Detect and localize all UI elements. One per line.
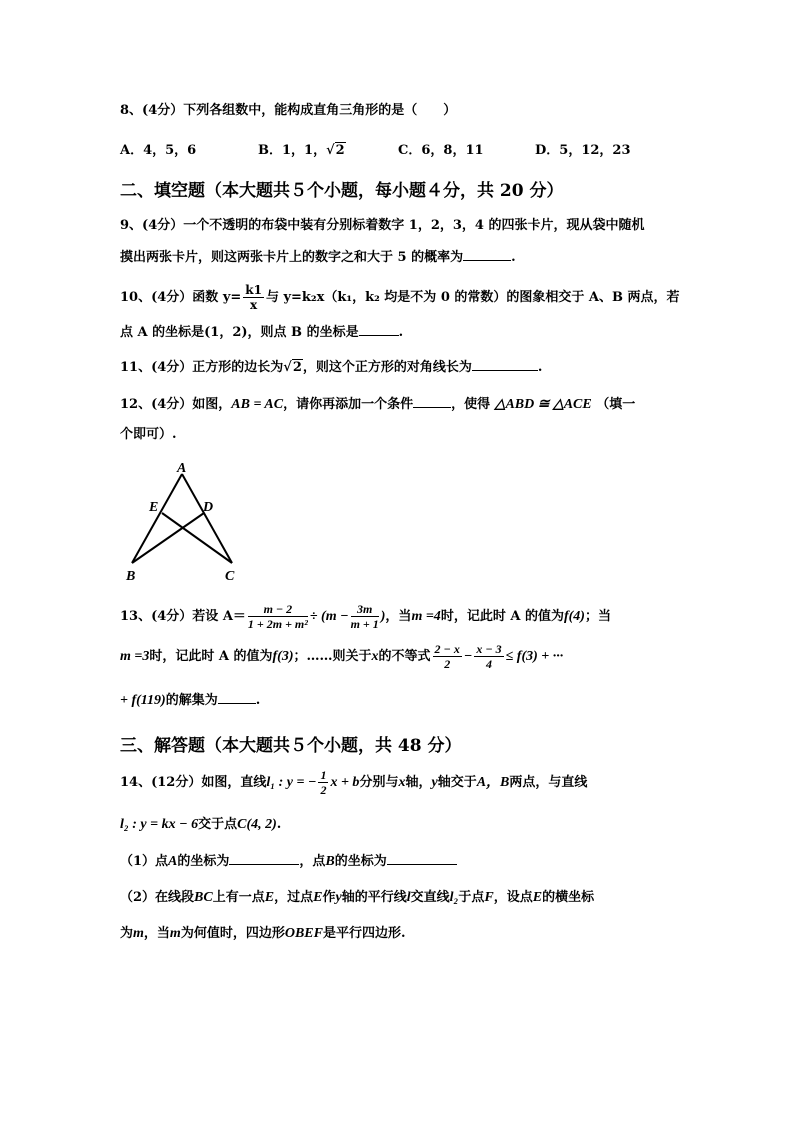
q14-part2-line2: 为m，当m为何值时，四边形OBEF是平行四边形. — [120, 926, 406, 941]
label-c: C — [225, 569, 235, 584]
label-b: B — [126, 569, 136, 584]
line-ab — [132, 474, 182, 563]
q14-part2-line1: （2）在线段BC上有一点E，过点E作y轴的平行线l交直线l₂于点F，设点E的横坐标 — [120, 890, 595, 905]
triangle-figure — [118, 456, 248, 586]
q10-line2: 点 A 的坐标是(1，2)，则点 B 的坐标是 . — [120, 322, 403, 343]
q13-line3: + f(119)的解集为 . — [120, 690, 260, 711]
fraction-half: $\frac{1}{2}$ — [320, 768, 327, 797]
q14-part1: （1）点A的坐标为 ，点B的坐标为 — [120, 851, 457, 872]
section-2-title: 二、填空题（本大题共５个小题，每小题４分，共 20 分） — [120, 181, 564, 201]
q9-line1: 9、(4分）一个不透明的布袋中装有分别标着数字 1，2，3，4 的四张卡片，现从袋中随机 — [120, 218, 645, 233]
q8-option-c: C．6，8，11 — [398, 143, 484, 158]
q13-line2: m =3时，记此时 A 的值为f(3)；……则关于x的不等式 $\frac{2 - x}{2}$ − $\frac{x - 3}{4}$ ≤ f(3) + ··· — [120, 642, 564, 671]
answer-blank[interactable] — [472, 357, 538, 371]
q8-option-a: A．4，5，6 — [120, 143, 197, 158]
q12-line2: 个即可）. — [120, 427, 177, 442]
line-ce — [162, 513, 232, 563]
q10-line1: 10、(4分）函数 y= $\frac{k1}{x}$ 与 y=k₂x（k₁，k₂ 均是不为 0 的常数）的图象相交于 A、B 两点，若 — [120, 283, 680, 312]
q14-line2: l₂ : y = kx − 6交于点C(4, 2). — [120, 817, 282, 832]
line-bd — [132, 513, 204, 563]
fraction-1: $\frac{m - 2}{\text{1 + 2m + m²}}$ — [247, 602, 308, 631]
q13-line1: 13、(4分）若设 A＝ $\frac{m - 2}{\text{1 + 2m + m²}}$ ÷ (m − $\frac{3m}{m + 1}$ )，当m =4时，记此时 A 的值为f(4)；当 — [120, 602, 611, 631]
q11-line: 11、(4分）正方形的边长为√2，则这个正方形的对角线长为 . — [120, 357, 542, 378]
q8-option-d: D．5，12，23 — [535, 143, 631, 158]
sqrt-symbol: √2 — [326, 143, 345, 158]
answer-blank[interactable] — [218, 690, 256, 704]
label-a: A — [177, 461, 187, 476]
fraction-3: $\frac{2 - x}{2}$ — [434, 642, 460, 671]
answer-blank[interactable] — [387, 851, 457, 865]
label-d: D — [203, 500, 214, 515]
sqrt-symbol: √2 — [283, 360, 302, 375]
q14-line1: 14、(12分）如图，直线l₁ : y = − $\frac{1}{2}$ x + b分别与x轴，y轴交于A，B两点，与直线 — [120, 768, 588, 797]
q8-option-b: B．1，1，√2 — [258, 143, 345, 158]
fraction-4: $\frac{x - 3}{4}$ — [476, 642, 502, 671]
section-3-title: 三、解答题（本大题共５个小题，共 48 分） — [120, 736, 462, 756]
line-ac — [182, 474, 232, 563]
answer-blank[interactable] — [463, 247, 511, 261]
answer-blank[interactable] — [359, 322, 399, 336]
q9-line2: 摸出两张卡片，则这两张卡片上的数字之和大于 5 的概率为 . — [120, 247, 516, 268]
answer-blank[interactable] — [229, 851, 299, 865]
label-e: E — [149, 500, 159, 515]
q12-line1: 12、(4分）如图，AB = AC，请你再添加一个条件 ，使得 △ABD ≅ △ACE （填一 — [120, 394, 635, 415]
fraction-2: $\frac{3m}{m + 1}$ — [350, 602, 379, 631]
q8-stem: 8、(4分）下列各组数中，能构成直角三角形的是（ ） — [120, 103, 457, 118]
answer-blank[interactable] — [413, 394, 451, 408]
fraction-k1-over-x: $\frac{k1}{x}$ — [245, 283, 262, 312]
